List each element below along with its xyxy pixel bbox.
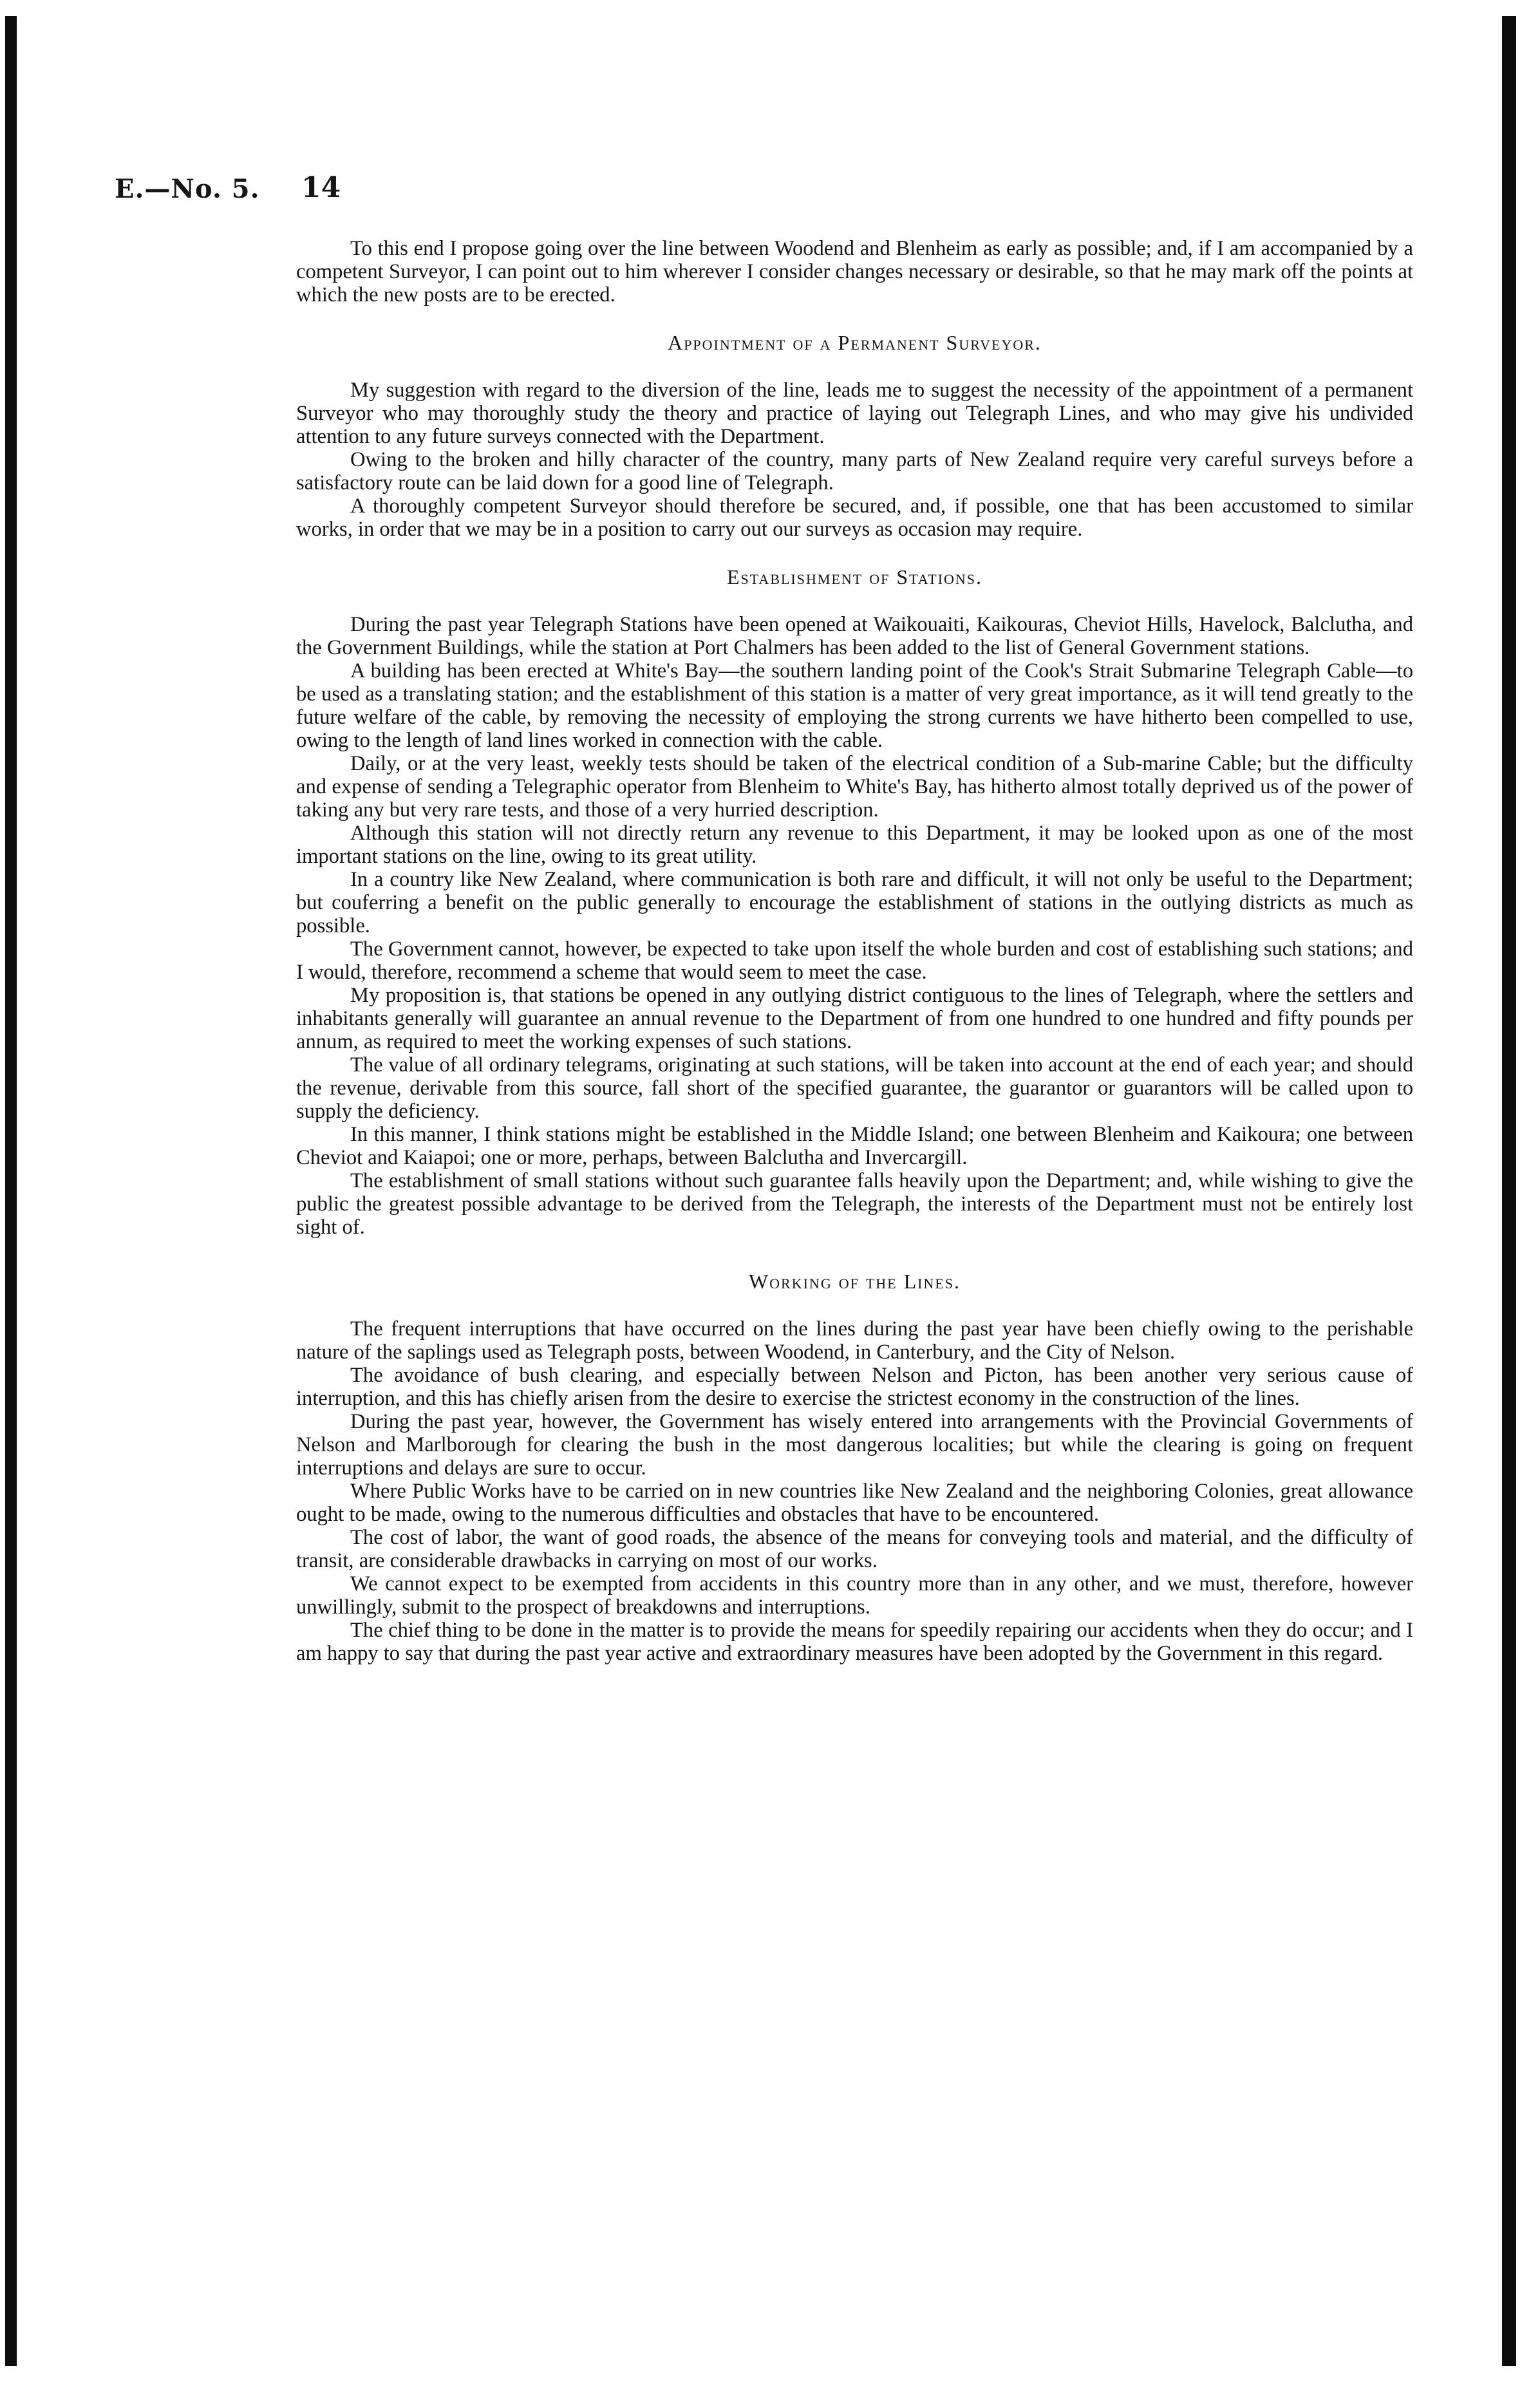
intro-paragraph: To this end I propose going over the line between Woodend and Blenheim as early as possible; and, if I am accompanied by a competent Surveyor, I can point out to him wherever I consider changes necessary or desirable, so that he may mark off the points at which the new posts are to be erected. [296, 237, 1413, 306]
paragraph: Owing to the broken and hilly character of the country, many parts of New Zealand require very careful surveys before a satisfactory route can be laid down for a good line of Telegraph. [296, 448, 1413, 494]
paragraph: In a country like New Zealand, where communication is both rare and difficult, it will not only be useful to the Department; but couferring a benefit on the public generally to encourage the establishment of stations in the outlying districts as much as possible. [296, 868, 1413, 937]
scan-edge-left [5, 16, 17, 2366]
paragraph: In this manner, I think stations might be established in the Middle Island; one between Blenheim and Kaikoura; one between Cheviot and Kaiapoi; one or more, perhaps, between Balclutha and Invercargill. [296, 1123, 1413, 1169]
paragraph: My proposition is, that stations be opened in any outlying district contiguous to the lines of Telegraph, where the settlers and inhabitants generally will guarantee an annual revenue to the Department of from one hundred to one hundred and fifty pounds per annum, as required to meet the working expenses of such stations. [296, 984, 1413, 1053]
paragraph: Daily, or at the very least, weekly tests should be taken of the electrical condition of a Sub-marine Cable; but the difficulty and expense of sending a Telegraphic operator from Blenheim to White's Bay, has hitherto almost totally deprived us of the power of taking any but very rare tests, and those of a very hurried description. [296, 752, 1413, 822]
section-heading-working-lines: Working of the Lines. [748, 1270, 961, 1293]
scan-edge-right [1502, 16, 1516, 2366]
document-reference: E.—No. 5. [115, 174, 260, 204]
paragraph: Although this station will not directly return any revenue to this Department, it may be looked upon as one of the most important stations on the line, owing to its great utility. [296, 822, 1413, 868]
paragraph: A building has been erected at White's Bay—the southern landing point of the Cook's Strait Submarine Telegraph Cable—to be used as a translating station; and the establishment of this station is a matter of very great importance, as it will tend greatly to the future welfare of the cable, by removing the necessity of employing the strong currents we have hitherto been compelled to use, owing to the length of land lines worked in connection with the cable. [296, 659, 1413, 752]
paragraph: The avoidance of bush clearing, and especially between Nelson and Picton, has been another very serious cause of interruption, and this has chiefly arisen from the desire to exercise the strictest economy in the construction of the lines. [296, 1364, 1413, 1410]
paragraph: During the past year Telegraph Stations have been opened at Waikouaiti, Kaikouras, Cheviot Hills, Havelock, Balclutha, and the Government Buildings, while the station at Port Chalmers has been added to the list of General Government stations. [296, 613, 1413, 659]
paragraph: The Government cannot, however, be expected to take upon itself the whole burden and cost of establishing such stations; and I would, therefore, recommend a scheme that would seem to meet the case. [296, 937, 1413, 984]
paragraph: My suggestion with regard to the diversion of the line, leads me to suggest the necessity of the appointment of a permanent Surveyor who may thoroughly study the theory and practice of laying out Telegraph Lines, and who may give his undivided attention to any future surveys connected with the Department. [296, 379, 1413, 448]
paragraph: The chief thing to be done in the matter is to provide the means for speedily repairing our accidents when they do occur; and I am happy to say that during the past year active and extraordinary measures have been adopted by the Government in this regard. [296, 1619, 1413, 1665]
paragraph: A thoroughly competent Surveyor should therefore be secured, and, if possible, one that has been accustomed to similar works, in order that we may be in a position to carry out our surveys as occasion may require. [296, 494, 1413, 541]
section-heading-stations: Establishment of Stations. [726, 565, 983, 588]
paragraph: During the past year, however, the Government has wisely entered into arrangements with the Provincial Governments of Nelson and Marlborough for clearing the bush in the most dangerous localities; but while the clearing is going on frequent interruptions and delays are sure to occur. [296, 1410, 1413, 1480]
paragraph: We cannot expect to be exempted from accidents in this country more than in any other, and we must, therefore, however unwillingly, submit to the prospect of breakdowns and interruptions. [296, 1572, 1413, 1619]
paragraph: Where Public Works have to be carried on in new countries like New Zealand and the neighboring Colonies, great allowance ought to be made, owing to the numerous difficulties and obstacles that have to be encountered. [296, 1480, 1413, 1526]
document-body [296, 237, 1413, 1665]
page-header [115, 171, 341, 204]
paragraph: The cost of labor, the want of good roads, the absence of the means for conveying tools and material, and the difficulty of transit, are considerable drawbacks in carrying on most of our works. [296, 1526, 1413, 1572]
page-number: 14 [301, 171, 341, 204]
paragraph: The value of all ordinary telegrams, originating at such stations, will be taken into account at the end of each year; and should the revenue, derivable from this source, fall short of the specified guarantee, the guarantor or guarantors will be called upon to supply the deficiency. [296, 1053, 1413, 1123]
paragraph: The frequent interruptions that have occurred on the lines during the past year have been chiefly owing to the perishable nature of the saplings used as Telegraph posts, between Woodend, in Canterbury, and the City of Nelson. [296, 1317, 1413, 1364]
paragraph: The establishment of small stations without such guarantee falls heavily upon the Department; and, while wishing to give the public the greatest possible advantage to be derived from the Telegraph, the interests of the Department must not be entirely lost sight of. [296, 1169, 1413, 1239]
section-heading-surveyor: Appointment of a Permanent Surveyor. [668, 331, 1042, 354]
